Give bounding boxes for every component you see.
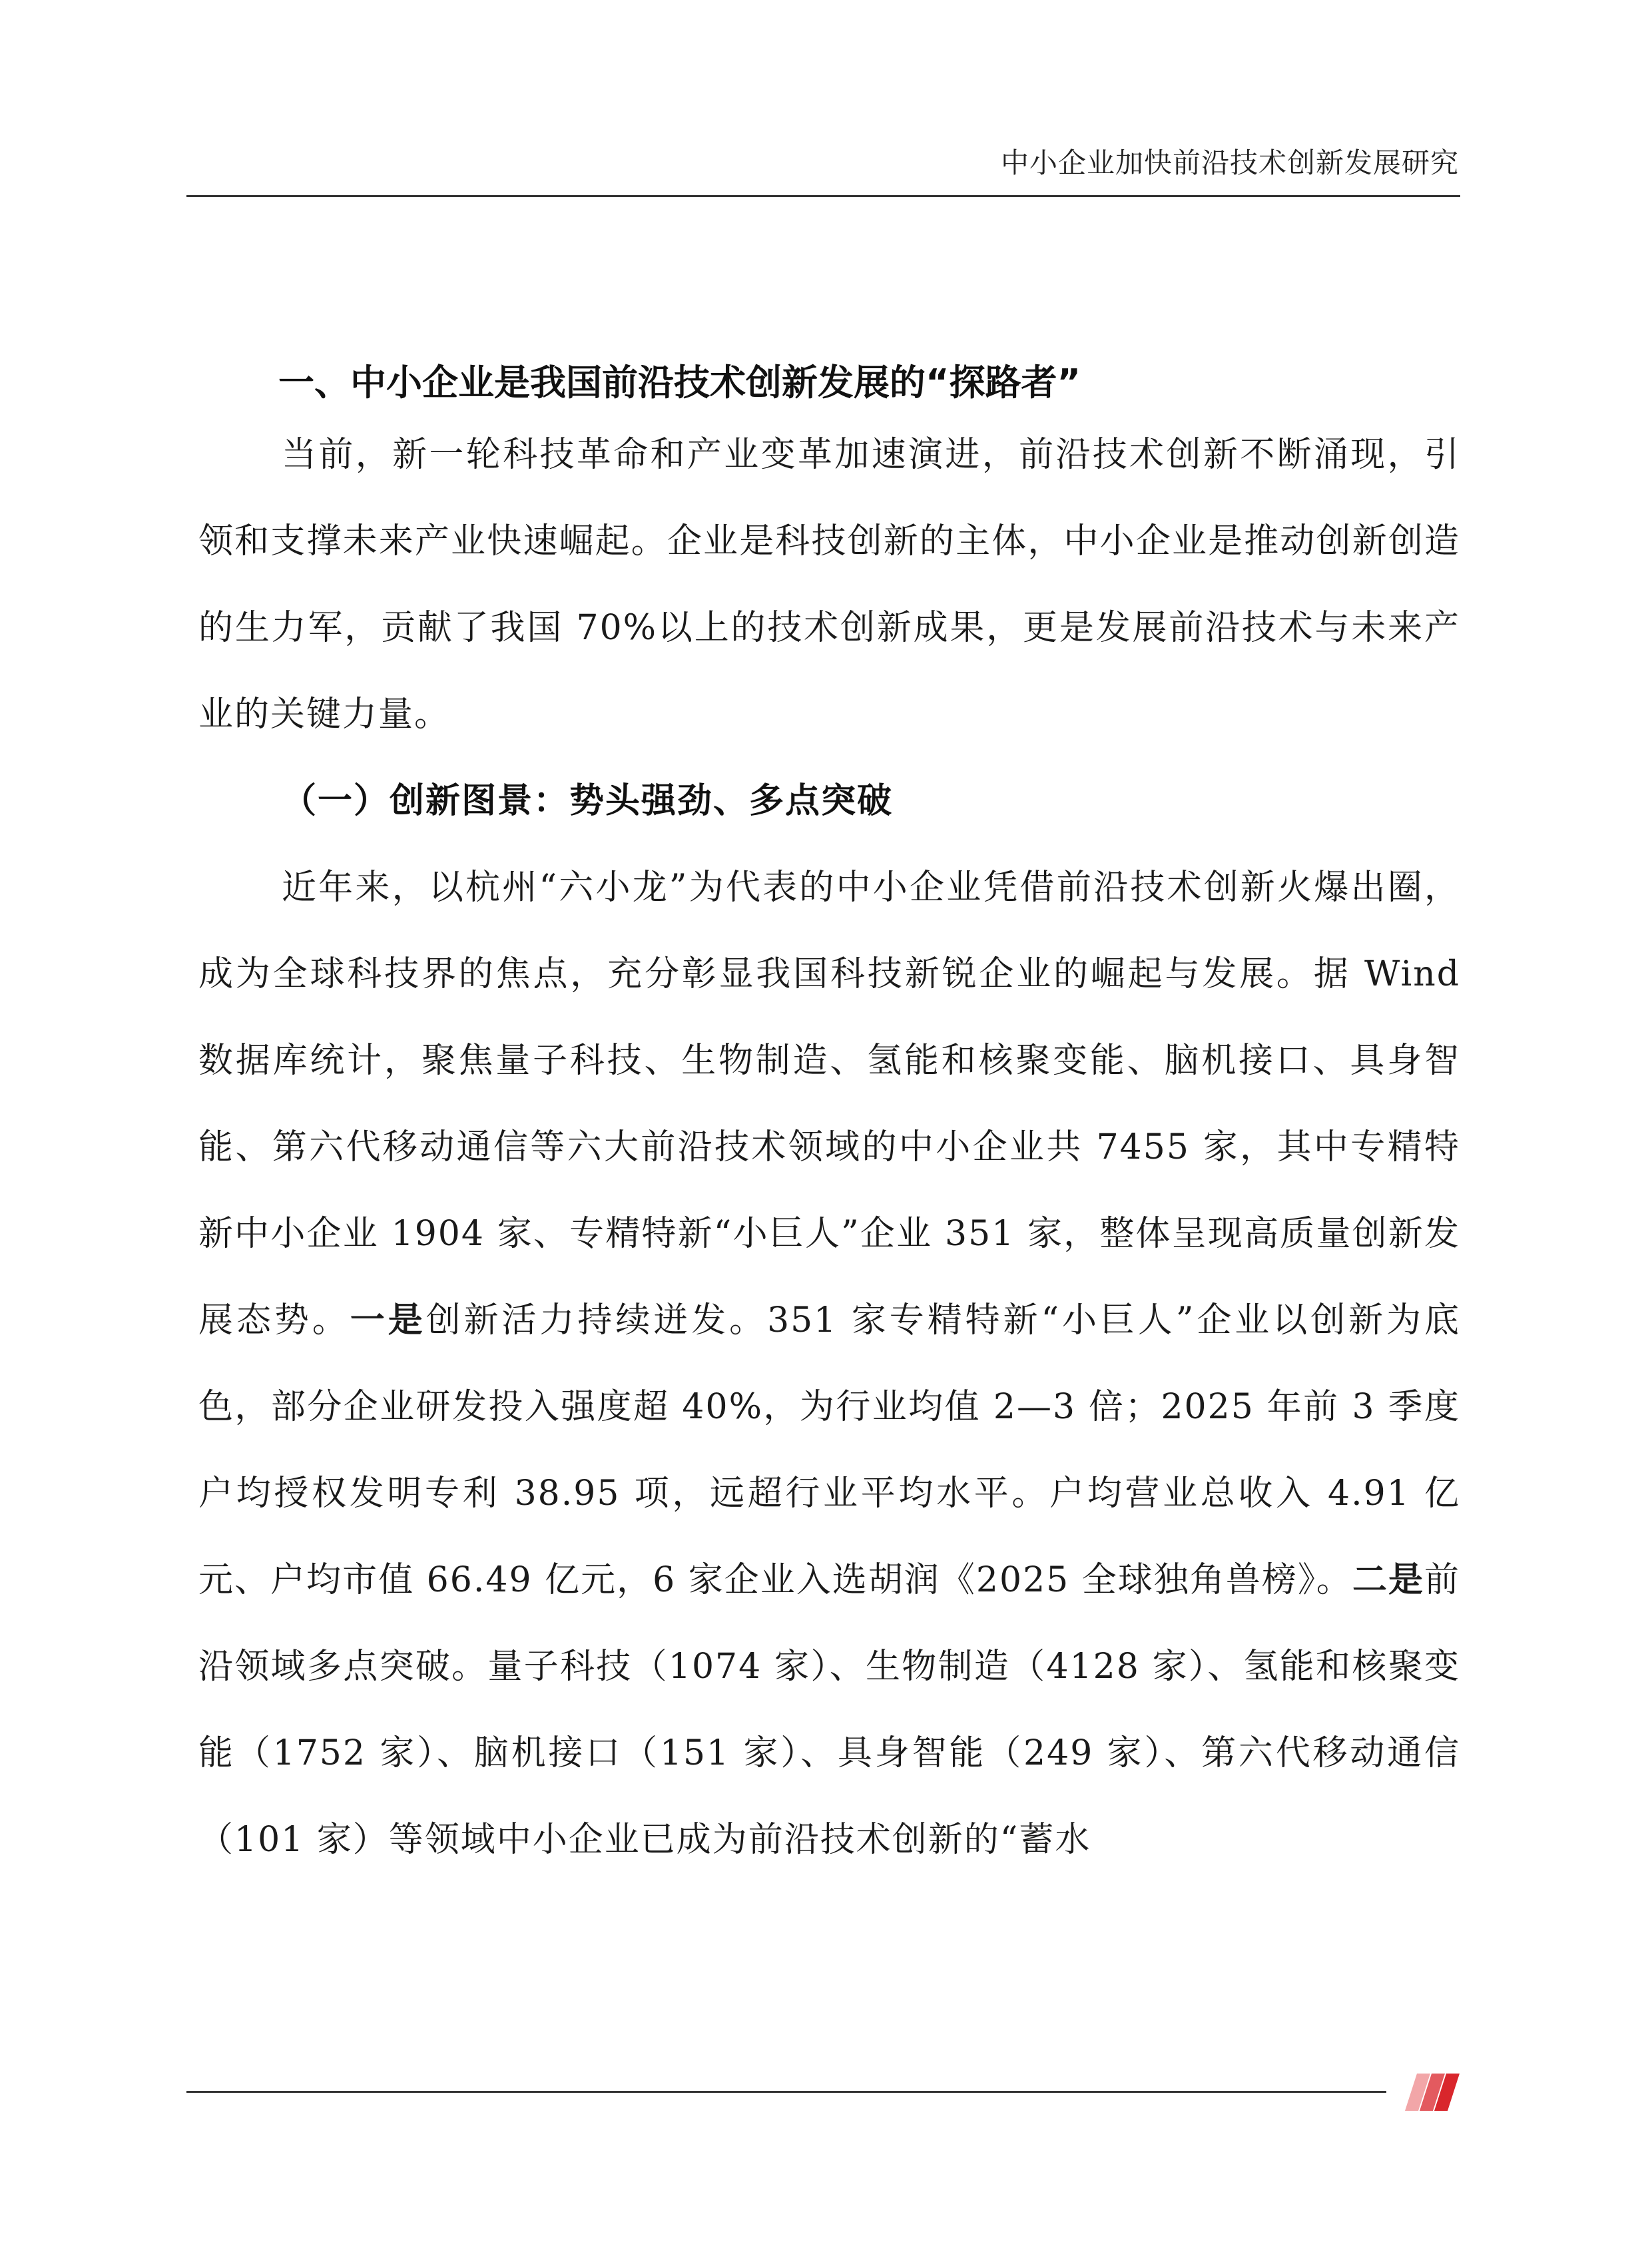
body-text-part1: 近年来，以杭州“六小龙”为代表的中小企业凭借前沿技术创新火爆出圈，成为全球科技界的焦点，充分彰显我国科技新锐企业的崛起与发展。据 Wind 数据库统计，聚焦量子科技、生物制造、氢能和核聚变能、脑机接口、具身智能、第六代移动通信等六大前沿技术领域的中小企业共 7455 家，其中专精特新中小企业 1904 家、专精特新“小巨人”企业 351 家，整体呈现高质量创新发展态势。 (198, 868, 1460, 1340)
section-heading: 一、中小企业是我国前沿技术创新发展的“探路者” (278, 362, 1081, 404)
body-text-part2: 创新活力持续迸发。351 家专精特新“小巨人”企业以创新为底色，部分企业研发投入强度超 40%，为行业均值 2—3 倍；2025 年前 3 季度户均授权发明专利 38.95 项，远超行业平均水平。户均营业总收入 4.91 亿元、户均市值 66.49 亿元，6 家企业入选胡润《2025 全球独角兽榜》。 (198, 1300, 1460, 1600)
footer-divider (186, 2091, 1386, 2093)
body-text-part3: 前沿领域多点突破。量子科技（1074 家）、生物制造（4128 家）、氢能和核聚变能（1752 家）、脑机接口（151 家）、具身智能（249 家）、第六代移动通信（101 家）等领域中小企业已成为前沿技术创新的“蓄水 (198, 1560, 1460, 1860)
sub-heading: （一）创新图景：势头强劲、多点突破 (282, 781, 894, 821)
header-divider (186, 195, 1460, 197)
emphasis-first: 一是 (350, 1300, 426, 1340)
page-content (198, 360, 1460, 1883)
intro-paragraph: 当前，新一轮科技革命和产业变革加速演进，前沿技术创新不断涌现，引领和支撑未来产业快速崛起。企业是科技创新的主体，中小企业是推动创新创造的生力军，贡献了我国 70%以上的技术创新成果，更是发展前沿技术与未来产业的关键力量。 (198, 435, 1460, 734)
slanted-bars-icon (1398, 2072, 1462, 2112)
running-header-title: 中小企业加快前沿技术创新发展研究 (1000, 146, 1459, 179)
emphasis-second: 二是 (1352, 1560, 1424, 1600)
body-paragraph (198, 844, 1460, 1883)
